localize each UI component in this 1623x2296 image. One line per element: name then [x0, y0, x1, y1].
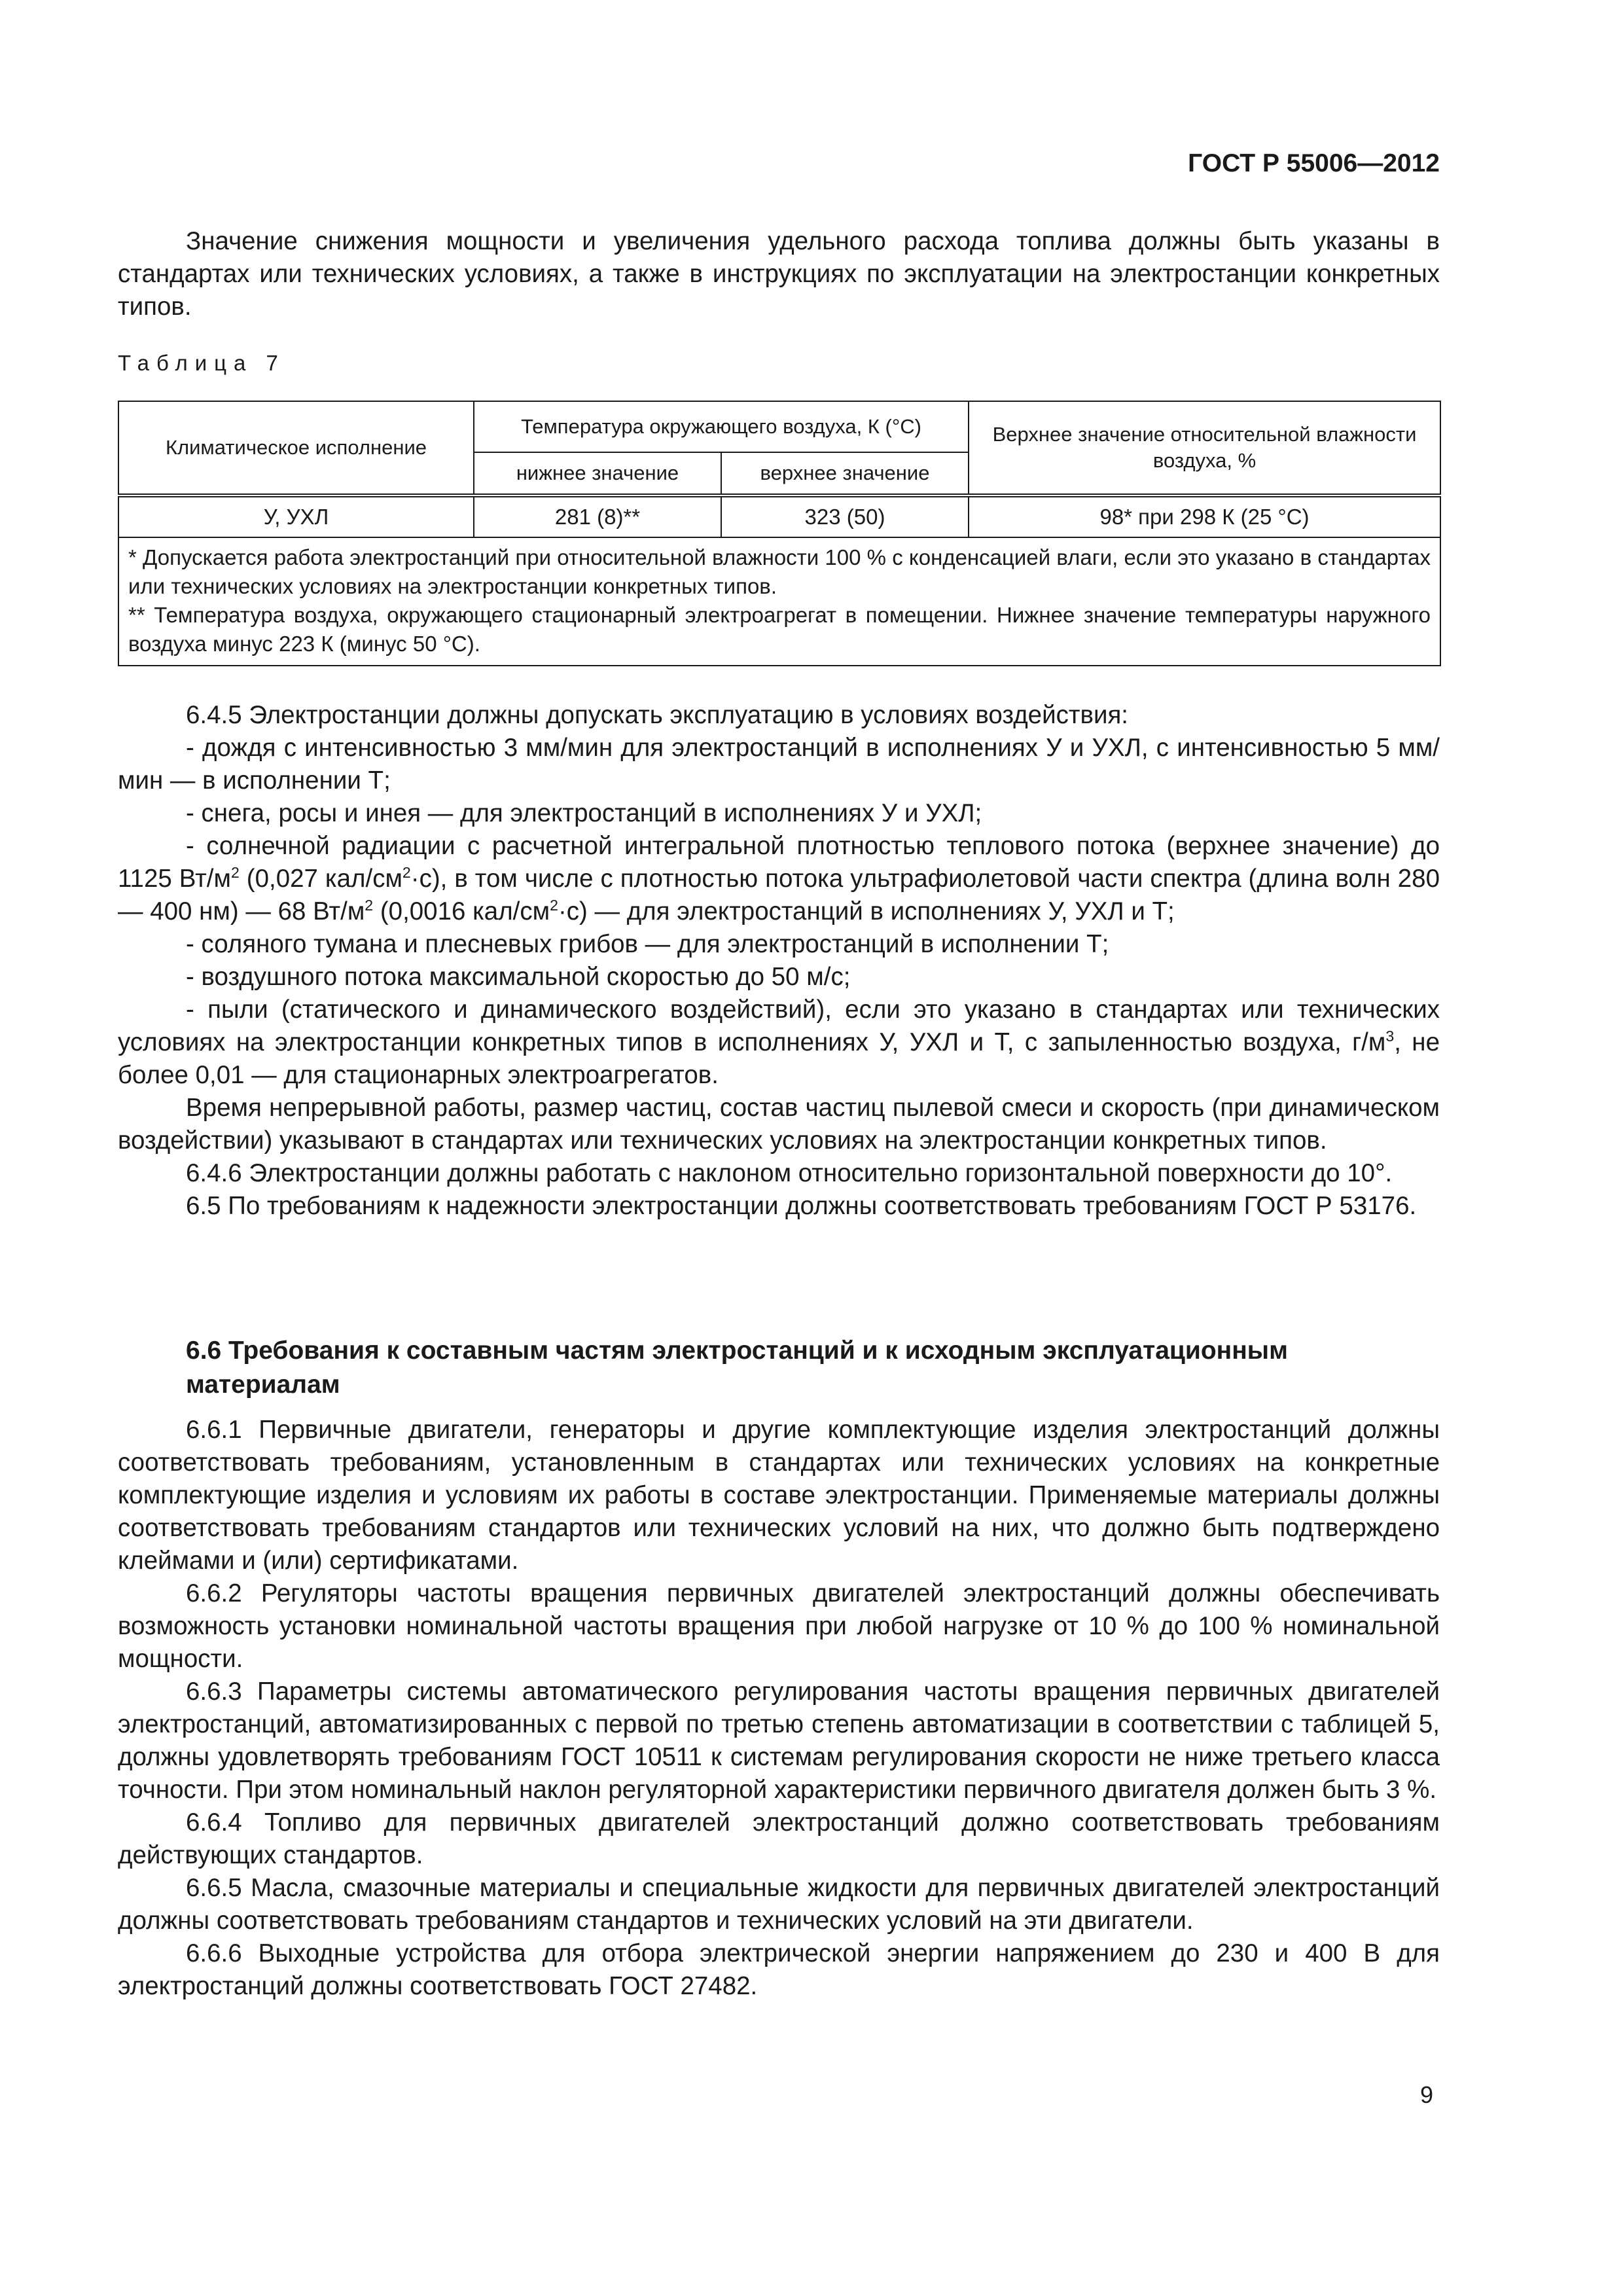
- para-6-6-1: 6.6.1 Первичные двигатели, генераторы и другие комплектующие изделия электростанций должны соответствовать требованиям, установленным в стандартах или технических условиях на конкретные комплектующие изделия и условиям их работы в составе электростанции. Применяемые материалы должны соответствовать требованиям стандартов или технических условий на них, что должно быть подтверждено клеймами и (или) сертификатами.: [118, 1416, 1440, 1575]
- para-6-5: 6.5 По требованиям к надежности электростанции должны соответствовать требованиям ГОСТ Р 53176.: [186, 1192, 1417, 1220]
- para-snow: - снега, росы и инея — для электростанций в исполнениях У и УХЛ;: [186, 799, 982, 827]
- table-7: [118, 401, 1441, 666]
- col-header-temp-low: нижнее значение: [474, 452, 721, 495]
- cell-humidity: 98* при 298 К (25 °С): [969, 495, 1440, 537]
- col-header-climate: Климатическое исполнение: [118, 401, 474, 495]
- table-note-2: ** Температура воздуха, окружающего стационарный электроагрегат в помещении. Нижнее значение температуры наружного воздуха минус 223 К (минус 50 °С).: [128, 603, 1431, 656]
- col-header-humidity: Верхнее значение относительной влажности воздуха, %: [969, 401, 1440, 495]
- section-6-6-heading: 6.6 Требования к составным частям электростанций и к исходным эксплуатационным материалам: [186, 1336, 1288, 1399]
- para-6-6-4: 6.6.4 Топливо для первичных двигателей электростанций должно соответствовать требованиям действующих стандартов.: [118, 1808, 1440, 1869]
- standard-code-header: ГОСТ Р 55006—2012: [1188, 149, 1440, 177]
- table-notes: [118, 537, 1440, 666]
- table-7-caption: Таблица 7: [118, 351, 285, 375]
- intro-text: Значение снижения мощности и увеличения удельного расхода топлива должны быть указаны в стандартах или технических условиях, а также в инструкциях по эксплуатации на электростанции конкретных типов.: [118, 227, 1440, 321]
- intro-paragraph: [118, 225, 1440, 323]
- section-6-4-5-to-6-5: [118, 699, 1440, 1223]
- cell-climate: У, УХЛ: [118, 495, 474, 537]
- para-6-6-3: 6.6.3 Параметры системы автоматического регулирования частоты вращения первичных двигателей электростанций, автоматизированных с первой по третью степень автоматизации в соответствии с таблицей 5, должны удовлетворять требованиям ГОСТ 10511 к системам регулирования скорости не ниже третьего класса точности. При этом номинальный наклон регуляторной характеристики первичного двигателя должен быть 3 %.: [118, 1677, 1440, 1804]
- para-6-6-6: 6.6.6 Выходные устройства для отбора электрической энергии напряжением до 230 и 400 В для электростанций должны соответствовать ГОСТ 27482.: [118, 1939, 1440, 2000]
- col-header-temperature: Температура окружающего воздуха, К (°С): [474, 401, 969, 452]
- para-time: Время непрерывной работы, размер частиц, состав частиц пылевой смеси и скорость (при динамическом воздействии) указывают в стандартах или технических условиях на электростанции конкретных типов.: [118, 1094, 1440, 1155]
- para-6-4-6: 6.4.6 Электростанции должны работать с наклоном относительно горизонтальной поверхности до 10°.: [186, 1159, 1393, 1187]
- para-6-4-5-lead: 6.4.5 Электростанции должны допускать эксплуатацию в условиях воздействия:: [186, 701, 1128, 729]
- section-6-6-body: [118, 1414, 1440, 2003]
- para-dust: - пыли (статического и динамического воздействий), если это указано в стандартах или технических условиях на электростанции конкретных типов в исполнениях У, УХЛ и Т, с запыленностью воздуха, $г/м^3$, не более 0,01 — для стационарных электроагрегатов.: [118, 996, 1440, 1089]
- para-6-6-5: 6.6.5 Масла, смазочные материалы и специальные жидкости для первичных двигателей электростанций должны соответствовать требованиям стандартов и технических условий на эти двигатели.: [118, 1874, 1440, 1935]
- para-6-6-2: 6.6.2 Регуляторы частоты вращения первичных двигателей электростанций должны обеспечивать возможность установки номинальной частоты вращения при любой нагрузке от 10 % до 100 % номинальной мощности.: [118, 1579, 1440, 1673]
- para-fog: - соляного тумана и плесневых грибов — для электростанций в исполнении Т;: [186, 930, 1109, 958]
- para-air: - воздушного потока максимальной скоростью до 50 м/с;: [186, 963, 851, 991]
- table-row: [118, 495, 1440, 537]
- para-solar: - солнечной радиации с расчетной интегральной плотностью теплового потока (верхнее значение) до 1125 $Вт/м^2$ (0,027 кал/$см^2\cdot с$), в том числе с плотностью потока ультрафиолетовой части спектра (длина волн 280 — 400 нм) — 68 $Вт/м^2$ (0,0016 кал/$см^2\cdot с$) — для электростанций в исполнениях У, УХЛ и Т;: [118, 832, 1440, 925]
- table-note-1: * Допускается работа электростанций при относительной влажности 100 % с конденсацией влаги, если это указано в стандартах или технических условиях на электростанции конкретных типов.: [128, 545, 1431, 598]
- para-rain: - дождя с интенсивностью 3 мм/мин для электростанций в исполнениях У и УХЛ, с интенсивностью 5 мм/мин — в исполнении Т;: [118, 734, 1440, 795]
- cell-temp-low: 281 (8)**: [474, 495, 721, 537]
- cell-temp-high: 323 (50): [721, 495, 969, 537]
- page-number: 9: [1419, 2081, 1433, 2108]
- col-header-temp-high: верхнее значение: [721, 452, 969, 495]
